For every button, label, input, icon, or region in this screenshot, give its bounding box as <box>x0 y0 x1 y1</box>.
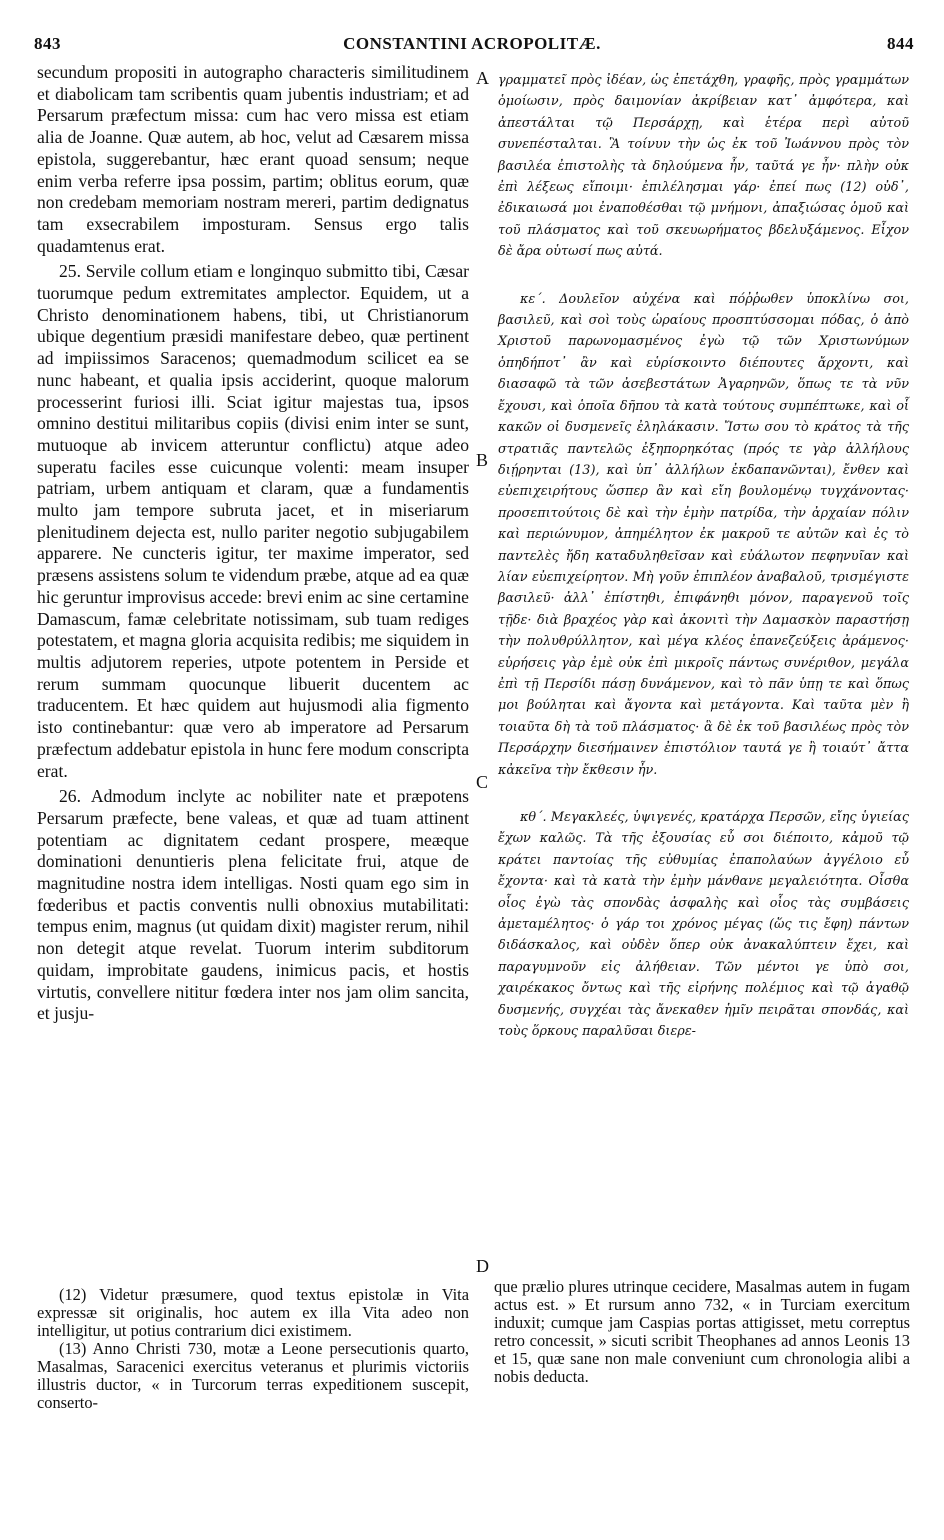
latin-column <box>37 62 469 1025</box>
page-number-left: 843 <box>34 34 61 53</box>
latin-paragraph: 25. Servile collum etiam e longinquo submitto tibi, Cæsar tuorumque pedum extremitates amplector. Equidem, ut a Christo denominationem habens, tibi, ut Christianorum ubique degentium præsidi manifestare debeo, quæ pertinent ad impiissimos Saracenos; quemadmodum scilicet ea se nunc habeant, et qualia ipsis acciderint, quoque malorum processerint furiosi illi. Sciat igitur majestas tua, ipsos omnino destitui militaribus copiis (divisi enim inter se sunt, mutuoque ab invicem atteruntur conflictu) atque adeo superatu faciles esse cuicunque volenti: meam insuper patriam, urbem antiquam et claram, quæ a fundamentis multo jam tempore subruta jacet, et in miseriarum plenitudinem dejecta est, nullo pariter negotio subjugabilem apparere. Ne cuncteris igitur, ter maxime imperator, sed præsens assistens solum te videndum præbe, atque ad ea quæ hic geruntur improvisus accede: brevi enim ac sine certamine Damascum, famæ celebritate notissimam, sub tuam rediges potestatem, et magna gloria acquisita redibis; me siquidem in multis adjutorem reperies, utpote potentem in Perside et rerum summam quocunque libuerit ducentem ac traducentem. Et hæc quidem aut hujusmodi alia figmento isto continebantur: quæ vero ab imperatore ad Persarum præfectum addebatur epistola in hunc fere modum conscripta erat. <box>37 261 469 781</box>
margin-marker-c: C <box>476 772 489 792</box>
greek-paragraph: γραμματεῖ πρὸς ἰδέαν, ὡς ἐπετάχθη, γραφῆς, πρὸς γραμμάτων ὁμοίωσιν, πρὸς δαιμονίαν ἀκρίβειαν κατ᾽ ἀμφότερα, καὶ ἀπεστάλται τῷ Περσάρχῃ, καὶ ἑτέρα περὶ αὐτοῦ συνεπέσταλται. Ἃ τοίνυν τὴν ὡς ἐκ τοῦ Ἰωάννου πρὸς τὸν βασιλέα ἐπιστολὴς τὰ δηλούμενα ἦν, ταῦτά γε ἦν· πλὴν οὐκ ἐπὶ λέξεως εἴποιμι· ἐπιλέλησμαι γάρ· ἐπεί πως (12) οὐδ᾽, ἐδικαιωσά μοι ἐναποθέσθαι τῷ μνήμονι, ἀπαξιώσας ὁμοῦ καὶ τοῦ πλάσματος καὶ τοῦ σκευωρήματος βδελυξάμενος. Εἶχον δὲ ἄρα οὑτωσί πως αὐτά. <box>498 73 909 260</box>
latin-paragraph: secundum propositi in autographo characteris similitudinem et diabolicam tam scribentis quam jubentis industriam; et ad Persarum præfectum missa: cum hac vero missa est etiam alia de Joanne. Quæ autem, ab hoc, velut ad Cæsarem missa epistola, suggerebantur, hæc erant quoad sensum; neque enim verba referre ipsa possim, partim; oblitus eorum, quæ non credebam memoriam nostram mereri, partim dedignatus tam exsecrabilem imposturam. Sensus ergo talis quadamtenus erat. <box>37 62 469 256</box>
footnote-12: (12) Videtur præsumere, quod textus epistolæ in Vita expressæ sit originalis, hoc autem ex illa Vita adeo non intelligitur, ut potius contrarium dici existimem. <box>37 1285 469 1340</box>
footnotes-left <box>37 1286 469 1412</box>
footnotes-right <box>494 1278 910 1386</box>
greek-paragraph: κε΄. Δουλεῖον αὐχένα καὶ πόῤῥωθεν ὑποκλίνω σοι, βασιλεῦ, καὶ σοὶ τοὺς ὡραίους προσπτύσσομαι πόδας, ὁ ἀπὸ Χριστοῦ παρωνομασμένος ἐγὼ τῷ τῶν Χριστωνύμων ὁπηδήποτ᾽ ἂν καὶ εὑρίσκοιντο διέπουτες ἄρχοντι, καὶ διασαφῶ τὰ τῶν ἀσεβεστάτων Ἀγαρηνῶν, ὅπως τε τὰ νῦν ἔχουσι, καὶ ὁποῖα δῆπου τὰ κατὰ τούτους συμπέπτωκε, καὶ οἷ κακῶν οἱ δυσμενεῖς ἐληλάκασιν. Ἴστω σου τὸ κράτος τὰ τῆς στρατιᾶς παντελῶς ἐξηπορηκότας (πρός τε γὰρ ἀλλήλους διῄρηνται (13), καὶ ὑπ᾽ ἀλλήλων ἐκδαπανῶνται), ἔνθεν καὶ εὐεπιχειρήτους ὥσπερ ἂν καὶ εἴη βουλομένῳ τυγχάνοντας· προσεπιτούτοις δὲ καὶ τὴν ἐμὴν πατρίδα, τὴν ἀρχαίαν πόλιν καὶ περιώνυμον, ἀπημέλητον ἐκ μακροῦ τε αὐτῶν καὶ ἐς τὸ παντελὲς ἤδη καταδυληθεῖσαν καὶ εὐάλωτον πεφηνυῖαν καὶ λίαν εὐεπιχείρητον. Μὴ γοῦν ἐπιπλέον ἀναβαλοῦ, τρισμέγιστε βασιλεῦ· ἀλλ᾽ ἐπίστηθι, ἐπιφάνηθι μόνον, παραγενοῦ τοῖς τῇδε· διὰ βραχέος γὰρ καὶ ἀκονιτὶ τὴν Δαμασκὸν παραστήσῃ τὴν πολυθρύλλητον, καὶ μέγα κλέος ἐπανεζεύξεις ἀράμενος· εὑρήσεις γὰρ ἐμὲ οὐκ ἐπὶ μικροῖς πάντως συνέριθον, μεγάλα ἐπὶ τῇ Περσίδι πάσῃ δυνάμενον, καὶ τὸ πᾶν ὑπῃ τε καὶ ὅπως μοι βούληται καὶ ἄγοντα καὶ μετάγοντα. Καὶ ταῦτα μὲν ἢ τοιαῦτα δὴ τὰ τοῦ πλάσματος· ἃ δὲ ἐκ τοῦ βασιλέως πρὸς τὸν Περσάρχην διεσήμαινεν ἐπιστόλιον ταυτά γε ἢ τοιαύτ᾽ ἄττα κἀκεῖνα τὴν ἔκθεσιν ἦν. <box>498 291 909 778</box>
running-title: CONSTANTINI ACROPOLITÆ. <box>343 34 601 53</box>
margin-marker-d: D <box>476 1256 489 1276</box>
greek-paragraph: κθ΄. Μεγακλεές, ὑψιγενές, κρατάρχα Περσῶν, εἴης ὑγιείας ἔχων καλῶς. Τὰ τῆς ἐξουσίας εὖ σοι διέποιτο, κἀμοῦ τῷ κράτει παντοίας τῆς εὐθυμίας ἐπαπολαύων ἀγγέλοιο εὖ ἔχοντα· καὶ τὰ κατὰ τὴν ἐμὴν μάνθανε μεγαλειότητα. Οἶσθα οἷος ἐγὼ τὰς σπονδὰς ἀσφαλὴς καὶ οἷος τὰς συμβάσεις ἀμεταμέλητος· ὁ γάρ τοι χρόνος μέγας (ὥς τις ἔφη) πάντων διδάσκαλος, καὶ οὐδὲν ὅπερ οὐκ ἀνακαλύπτειν ἔχει, καὶ παραγυμνοῦν εἰς ἀλήθειαν. Τῶν μέντοι γε ὑπὸ σοι, χαιρέκακος ὄντως καὶ τῆς εἰρήνης πολέμιος καὶ τῷ ἀγαθῷ δυσμενής, συγχέαι τὰς ἄνεκαθεν ἡμῖν πειρᾶται σπονδάς, καὶ τοὺς ὅρκους παραλῦσαι διερε- <box>498 810 909 1040</box>
page-number-right: 844 <box>887 34 914 53</box>
footnote-continuation: que prælio plures utrinque cecidere, Masalmas autem in fugam actus est. » Et rursum anno 732, « in Turciam exercitum induxit; cumque jam Caspias portas attigisset, metu correptus retro concessit, » sicuti scribit Theophanes ad annos Leonis 13 et 15, quæ sane non male conveniunt cum chronologia alibi a nobis deducta. <box>494 1277 910 1386</box>
greek-column <box>498 70 909 1042</box>
margin-marker-b: B <box>476 450 489 470</box>
latin-paragraph: 26. Admodum inclyte ac nobiliter nate et præpotens Persarum præfecte, bene valeas, et quæ ad tuam attinent potentiam ac dignitatem cedant prospere, meæque dominationi denuntieris plena felicitate frui, atque de magnitudine nostra idem intelligas. Nosti quam ego sim in fœderibus et pactis conventis nulli obnoxius mutabilitati: tempus enim, magnus (ut quidam dixit) magister rerum, nihil non detegit atque revelat. Tuorum interim subditorum quidam, improbitate gaudens, inimicus pacis, et hostis virtutis, convellere nititur fœdera inter nos jam olim sancita, et jusju- <box>37 786 469 1024</box>
margin-marker-a: A <box>476 68 489 88</box>
footnote-13: (13) Anno Christi 730, motæ a Leone persecutionis quarto, Masalmas, Saracenici exercitus veteranus et plurimis victoriis illustris ductor, « in Turcorum terras expeditionem suscepit, conserto- <box>37 1339 469 1412</box>
